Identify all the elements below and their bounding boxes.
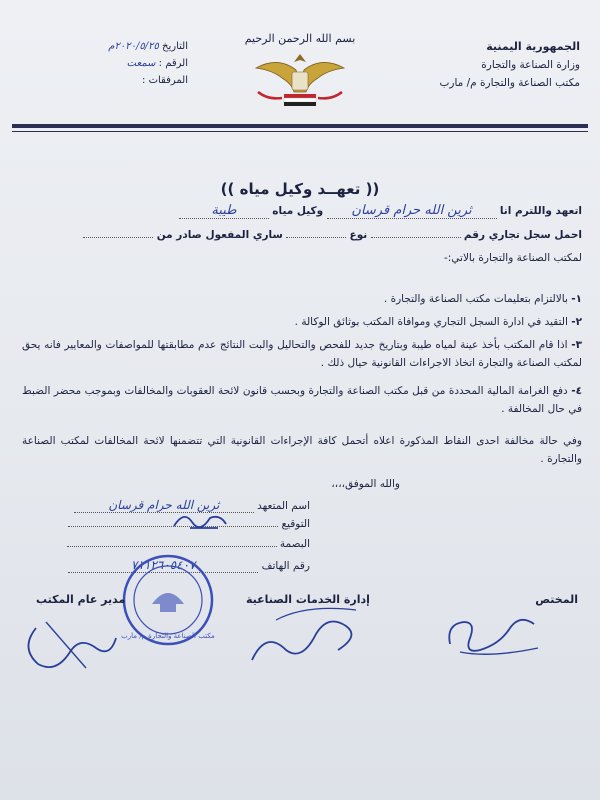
pledger-signature-icon (170, 508, 230, 534)
phone-value: ٧١١٢٦٠٥٤٠٧ (68, 558, 258, 573)
phone-label: رقم الهاتف (261, 560, 310, 572)
date-value: ٢٠٢٠/٥/٢٥م (108, 41, 159, 52)
signer-name-value: ثرين الله حرام قرسان (74, 498, 254, 513)
list-item: ١- بالالتزام بتعليمات مكتب الصناعة والتجارة . (383, 293, 582, 305)
date-label: التاريخ (162, 41, 188, 52)
attach-label: المرفقات : (142, 75, 188, 86)
yemen-eagle-emblem-icon (248, 48, 352, 108)
stamp-text: مكتب الصناعة والتجارة م/ مارب (121, 632, 215, 640)
list-item: ٣- اذا قام المكتب بأخذ عينة لمياه طيبة وبتاريخ جديد للفحص والتحاليل والبت النتائج عدم مطابقتها للمواصفات والمعايير فانه يحق لمكتب الصناعة والتجارة اتخاذ الاجراءات القانونية حيال ذلك . (22, 339, 582, 369)
reg-label: احمل سجل تجاري رقم (463, 229, 582, 241)
valid-blank (83, 237, 153, 238)
ref-row (18, 55, 188, 72)
signer-name-row (20, 498, 310, 513)
pledger-line (18, 203, 582, 219)
ministry-name: وزارة الصناعة والتجارة (481, 59, 580, 71)
office-name: مكتب الصناعة والتجارة م/ مارب (439, 77, 580, 89)
agent-label: وكيل مياه (272, 205, 324, 217)
agent-value: طيبة (179, 203, 269, 219)
header-rule-thin (12, 131, 588, 132)
ref-label: الرقم : (158, 58, 188, 69)
republic-name: الجمهورية اليمنية (486, 40, 580, 53)
reg-blank (371, 237, 461, 238)
pledger-label: اتعهد واللترم انا (499, 205, 582, 217)
type-label: نوع (349, 229, 368, 241)
thumbprint-blank (67, 546, 277, 547)
inspector-signature-icon (440, 604, 550, 664)
thumbprint-row (20, 538, 310, 550)
registration-line (18, 229, 582, 241)
date-row (18, 38, 188, 55)
bismillah: بسم الله الرحمن الرحيم (244, 32, 356, 45)
closing-paragraph: وفي حالة مخالفة احدى النقاط المذكورة اعلاه أتحمل كافة الإجراءات القانونية التي تتضمنها لائحة المخالفات لمكتب الصناعة والتجارة . (22, 435, 582, 465)
ref-value: سمعت (126, 58, 156, 69)
header-left (18, 38, 188, 89)
inspector-label: المختص (535, 593, 578, 606)
header-rule-thick (12, 124, 588, 128)
thumbprint-label: البصمة (279, 538, 310, 550)
list-item: ٢- التقيد في ادارة السجل التجاري وموافاة المكتب بوثائق الوكالة . (294, 316, 582, 328)
director-label: مدير عام المكتب (36, 593, 126, 606)
signature-row (20, 518, 310, 530)
industrial-services-signature-icon (246, 600, 366, 670)
signature-label: التوقيع (281, 518, 310, 530)
valid-label: ساري المفعول صادر من (156, 229, 283, 241)
to-office-line: لمكتب الصناعة والتجارة بالاتي:- (443, 252, 582, 264)
signer-name-label: اسم المتعهد (257, 500, 310, 512)
document-title: (( تعهــد وكيل مياه )) (220, 180, 380, 198)
list-item: ٤- دفع الغرامة المالية المحددة من قبل مكتب الصناعة والتجارة وبحسب قانون لائحة العقوبات والمخالفات وبموجب محضر الضبط في حال المخالفة . (22, 385, 582, 415)
pledger-name: ثرين الله حرام قرسان (327, 203, 497, 219)
signoff: والله الموفق،،،، (331, 478, 400, 490)
director-signature-icon (16, 608, 126, 678)
industrial-services-label: إدارة الخدمات الصناعية (246, 593, 370, 606)
attach-row (18, 72, 188, 89)
type-blank (286, 237, 346, 238)
header-right (380, 38, 580, 92)
